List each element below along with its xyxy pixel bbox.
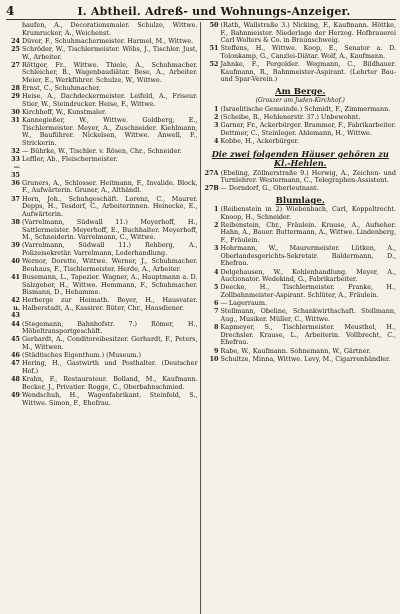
resident-text: (Varrelmann, Südwall 11.) Rehberg, A., Polizeisekretär. Varrelmann, Lederhandlung.: [22, 241, 198, 257]
house-number: 4: [214, 267, 219, 276]
house-number: 47: [11, 359, 20, 368]
directory-entry: [6, 336, 198, 351]
house-number: 49: [11, 390, 20, 399]
resident-text: Kirchhoff, W., Kunstmaler.: [22, 108, 107, 117]
house-number: 44: [11, 319, 20, 328]
house-number: 7: [214, 307, 219, 316]
page-title: I. Abtheil. Adreß- und Wohnungs-Anzeiger.: [77, 5, 351, 18]
resident-text: Schröder, W., Tischlermeister. Wöbs, J., Tischler. Just, W., Arbeiter.: [22, 44, 198, 61]
resident-text: Delgehausen, W., Kohlenhandlung. Meyer, A., Auctionator. Wedekind, G., Fabrikarbeiter.: [220, 267, 396, 284]
resident-text: Horn, Joh., Schuhgeschäft. Lorenz, C., Maurer. Depps, H., Tesdorf, C., Arbeiterinnen. Heinecke, E., Aufwärterin.: [22, 194, 198, 218]
resident-text: — Bührke, W., Tischler. v. Rösen, Chr., Schneider.: [22, 147, 182, 156]
directory-entry: [205, 61, 397, 84]
resident-text: Wendschuh, H., Wagenfabrikant. Steinfeld, S., Wittwe. Simon, F., Ehefrau.: [22, 390, 198, 407]
house-number: 30: [11, 108, 20, 117]
directory-entry: [6, 297, 198, 320]
directory-entry: [6, 22, 198, 37]
resident-text: Steffens, H., Wittwe. Koop, E., Senator a. D. Tolonkamp, G., Canzlei-Diätar. Wolf, A., Kaufmann.: [220, 44, 396, 60]
directory-entry: [6, 274, 198, 297]
resident-text: Kapmeyer, S., Tischlermeister. Meusthel, H., Drechsler. Krause, L., Arbeiterin. Vollbrecht, C., Ehefrau.: [220, 323, 396, 347]
house-number: 52: [209, 60, 219, 69]
directory-entry: [6, 392, 198, 407]
directory-entry: [6, 360, 198, 375]
section-subheading-am-berge: (Groszer am Juden-Kirchhof.): [255, 96, 345, 104]
directory-entry: [205, 170, 397, 185]
resident-text: Jahnke, F., Pergolder. Wegmann, C., Bildhauer. Kaufmann, R., Bahnmeister-Aspirant. (Lehrter Bau- und Spar-Verein.): [220, 60, 396, 84]
resident-text: Hohrmann, W., Maurermeister. Lütken, A., Oberlandesgerichts-Sekretair. Baldermann, D., Ehefrau.: [220, 244, 396, 268]
house-number: 4: [214, 137, 219, 146]
resident-text: Ernst, C., Schuhmacher.: [22, 84, 101, 93]
directory-entry: [205, 22, 397, 45]
resident-text: Busemann, L., Tapezier. Wagner, A., Hauptmann a. D. Salzgeber, H., Wittwe. Hemmann, F., Schuhmacher. Bismann, D., Hebamme.: [22, 272, 198, 297]
directory-entry: [6, 62, 198, 85]
house-number: 3: [214, 121, 219, 130]
resident-text: Leffler, Ab., Fleischermeister.: [22, 155, 118, 164]
resident-text: Gruners, A., Schlosser. Heitmann, F., Invalide. Block, F., Aufwärterin. Gruner, A., Althändl.: [22, 178, 198, 195]
resident-text: (Reibenstein in 2) Wiebenbach, Carl, Koppeltrecht. Knoop, H., Schneider.: [220, 205, 396, 221]
hehlen-entries: [205, 170, 397, 193]
page-header: [6, 4, 396, 20]
resident-text: Reibenstein, Chr., Fräulein. Krause, A., Aufseher. Hahn, A., Bauer. Buttermann, A., Wittwe. Lindenberg, F., Fräulein.: [220, 220, 396, 245]
house-number: 38: [11, 217, 20, 226]
house-number: 5: [214, 283, 219, 292]
house-number: 1: [214, 104, 219, 113]
blumlage-entries: [205, 206, 397, 363]
resident-text: (Ebeling, Zöllnerstraße 9.) Herwig, A., Zeichen- und Turnlehrer. Westermann, C., Telegraphen-Assistent.: [220, 168, 396, 185]
house-number: 9: [214, 346, 219, 355]
directory-entry: [205, 206, 397, 221]
resident-text: haufen, A., Decorationsmaler. Schulze, Wittwe. Krumrucker, A., Weichenst.: [22, 22, 198, 37]
house-number: 3: [214, 244, 219, 253]
resident-text: (Stegemann, Bahnhofstr. 7.) Römer, H., Möbeltransportgeschäft.: [22, 319, 198, 336]
resident-text: (Rath, Wallstraße 3.) Nicking, F., Kaufmann. Höttke, F., Bahnmeister. Niederlage der Herzog. Hofbrauerei Carl Wolters & Co. in Braunschweig.: [220, 22, 396, 45]
resident-text: Krahn, F., Restaurateur. Bolland, M., Kaufmann. Becker, J., Privatier. Rogge, C., Oberbahnschmied.: [22, 375, 198, 391]
house-number: 50: [209, 22, 219, 29]
house-number: 31: [11, 116, 20, 125]
resident-text: Hering, H., Gastwirth und Posthalter. (Deutscher Hof.): [22, 359, 198, 375]
resident-text: Garner, Fr., Ackerbürger. Brammer, F., Fabrikarbeiter. Dettmer, C., Steinleger. Ahlemann, H., Wittwe.: [220, 121, 396, 137]
house-number: 10: [209, 354, 219, 363]
resident-text: (Israelitische Gemeinde.) Schmidt, F., Zimmermann.: [220, 104, 391, 113]
resident-text: Düver, F., Schuhmachermeister. Harmel, M., Wittwe.: [22, 36, 194, 45]
house-number: 48: [11, 375, 20, 384]
right-column-top-entries: [205, 22, 397, 84]
directory-entry: [6, 258, 198, 273]
house-number: 42 u. 43: [11, 296, 20, 320]
house-number: 2: [214, 113, 219, 122]
house-number: 6: [214, 299, 219, 308]
directory-entry: [6, 376, 198, 391]
directory-entry: [205, 245, 397, 268]
house-number: 32: [11, 147, 20, 156]
resident-text: — Lagerraum.: [220, 299, 267, 308]
house-number: 41: [11, 272, 20, 281]
resident-text: Wernor, Dorette, Wittwe. Werner, J., Schuhmacher. Beuhaus, F., Tischlermeister. Herde, A., Arbeiter.: [22, 257, 198, 273]
directory-entry: [6, 46, 198, 61]
resident-text: Schultze, Minna, Wittwe. Levy, M., Cigarrenhändler.: [220, 354, 391, 363]
resident-text: Stellmann, Obeline, Schankwirthschaft. Stellmann, Aug., Musiker. Müller, C., Wittwe.: [220, 307, 396, 323]
house-number: 1: [214, 205, 219, 214]
house-number: 27B: [204, 184, 219, 193]
resident-text: Gerhardt, A., Conditoreibesitzer. Gerhardt, F., Peters, M., Wittwen.: [22, 335, 198, 352]
resident-text: (Varrelmann, Südwall 11.) Meyerhoff, H., Sattlermeister. Meyerhoff, E., Buchhalter. Meyerhoff, M., Schneiderin. Varrelmann, C., Wittwe.: [22, 217, 198, 242]
directory-entry: [6, 242, 198, 257]
resident-text: (Scheibe, R., Hehlenerstr. 37.) Unbewohnt.: [220, 113, 361, 122]
directory-entry: [6, 93, 198, 108]
directory-entry: [205, 185, 397, 193]
house-number: 39: [11, 241, 20, 250]
resident-text: Rabe, W., Kaufmann. Sohnemann, W., Gärtner.: [220, 346, 371, 355]
house-number: 8: [214, 323, 219, 332]
house-number: 45: [11, 335, 20, 344]
directory-entry: [205, 356, 397, 364]
house-number: 33—35: [11, 155, 20, 179]
house-number: 24: [11, 36, 20, 45]
resident-text: Kannegießer, W., Wittwe. Goldberg, E., Tischlermeister. Meyer, A., Zuschneider. Kiehlmann, W., Bauführer. Nickelsen, Wittwe. Anwell, F., Strickerin.: [22, 116, 198, 148]
left-column: [6, 22, 201, 614]
directory-entry: [6, 321, 198, 336]
house-number: 46: [11, 351, 20, 360]
directory-entry: [205, 308, 397, 323]
resident-text: Herberge zur Heimath. Beyer, H., Hausvater. Halberstadt, A., Kassirer. Rüter, Chr., Hausdiener.: [22, 296, 198, 312]
right-column: [201, 22, 397, 614]
page-number: 4: [6, 4, 15, 18]
resident-text: Heise, A., Dachdeckermeister. Leifeld, A., Friseur. Stier, W., Steindrucker. Heise, F., Wittwe.: [22, 92, 198, 108]
am-berge-entries: [205, 106, 397, 146]
house-number: 2: [214, 220, 219, 229]
directory-entry: [205, 269, 397, 284]
resident-text: — Dorndorf, G., Oberleutnant.: [220, 184, 319, 193]
directory-entry: [205, 324, 397, 347]
directory-entry: [6, 196, 198, 219]
directory-entry: [6, 180, 198, 195]
house-number: 25: [11, 44, 20, 53]
house-number: 37: [11, 194, 20, 203]
house-number: 36: [11, 178, 20, 187]
house-number: 27: [11, 60, 20, 69]
directory-entry: [205, 222, 397, 245]
house-number: 40: [11, 257, 20, 266]
directory-entry: [205, 348, 397, 356]
resident-text: Deecke, H., Tischlermeister. Franke, H., Zollbahnmeister-Aspirant. Schlüter, A., Fräulein.: [220, 283, 396, 299]
house-number: 29: [11, 92, 20, 101]
directory-entry: [6, 156, 198, 179]
directory-entry: [205, 138, 397, 146]
directory-entry: [205, 122, 397, 137]
house-number: [6, 22, 22, 37]
resident-text: Röttger, Fr., Wittwe. Thiele, A., Schuhmacher. Schleicher, B., Wagenbaudiätar. Bese, A., Arbeiter. Meier, E., Werkführer. Schulze, W., Wittwe.: [22, 60, 198, 84]
two-column-body: [6, 22, 396, 614]
house-number: 28: [11, 84, 20, 93]
directory-entry: [205, 45, 397, 60]
house-number: 51: [209, 44, 219, 53]
resident-text: Kobbe, H., Ackerbürger.: [220, 137, 300, 146]
section-heading-hehlen: Die zwei folgenden Häuser gehören zu Kl.-Hehlen.: [211, 148, 389, 168]
section-heading-am-berge: Am Berge.: [275, 86, 326, 97]
directory-entry: [6, 219, 198, 242]
directory-entry: [205, 284, 397, 299]
resident-text: (Städtisches Eigenthum.) (Museum.): [22, 351, 142, 360]
section-heading-blumlage: Blumlage.: [275, 196, 325, 207]
house-number: 27A: [204, 168, 219, 177]
directory-entry: [6, 117, 198, 147]
